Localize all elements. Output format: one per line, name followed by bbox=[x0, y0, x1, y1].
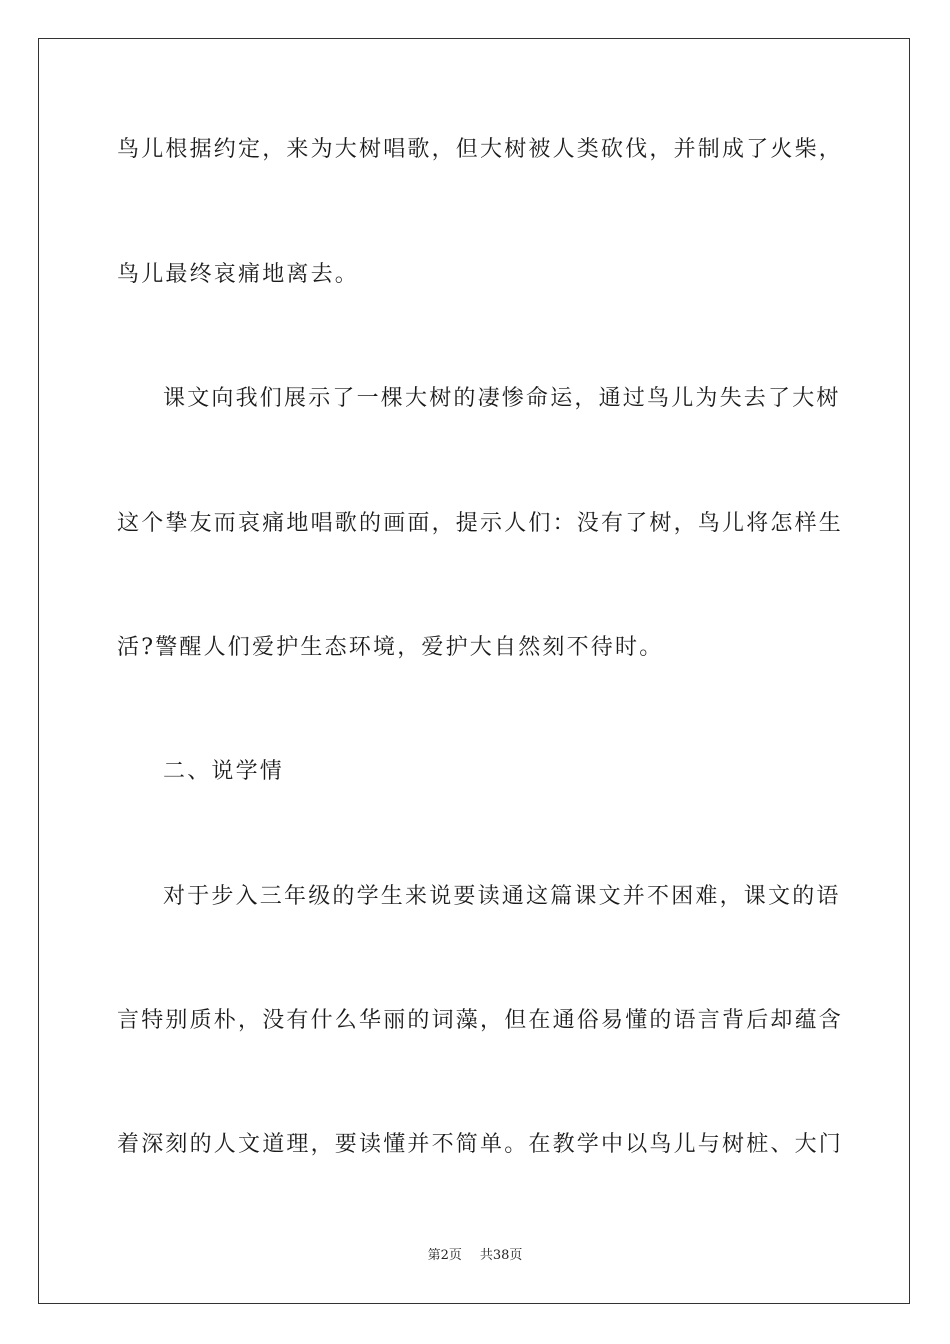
paragraph-2-line-2: 这个挚友而哀痛地唱歌的画面，提示人们：没有了树，鸟儿将怎样生 bbox=[117, 511, 844, 536]
paragraph-3-line-1: 对于步入三年级的学生来说要读通这篇课文并不困难，课文的语 bbox=[163, 884, 841, 909]
text-line-2: 鸟儿最终哀痛地离去。 bbox=[117, 262, 360, 287]
paragraph-2-line-3: 活?警醒人们爱护生态环境，爱护大自然刻不待时。 bbox=[117, 635, 664, 660]
page-footer bbox=[0, 1244, 950, 1263]
paragraph-2-line-1: 课文向我们展示了一棵大树的凄惨命运，通过鸟儿为失去了大树 bbox=[163, 386, 841, 411]
paragraph-3-line-2: 言特别质朴，没有什么华丽的词藻，但在通俗易懂的语言背后却蕴含 bbox=[117, 1008, 844, 1033]
page-border bbox=[38, 38, 910, 1304]
page-number: 第2页 bbox=[427, 1248, 462, 1263]
text-line-1: 鸟儿根据约定，来为大树唱歌，但大树被人类砍伐，并制成了火柴， bbox=[117, 137, 844, 162]
page-total: 共38页 bbox=[479, 1248, 523, 1263]
section-heading: 二、说学情 bbox=[163, 759, 285, 784]
paragraph-3-line-3: 着深刻的人文道理，要读懂并不简单。在教学中以鸟儿与树桩、大门 bbox=[117, 1132, 844, 1157]
